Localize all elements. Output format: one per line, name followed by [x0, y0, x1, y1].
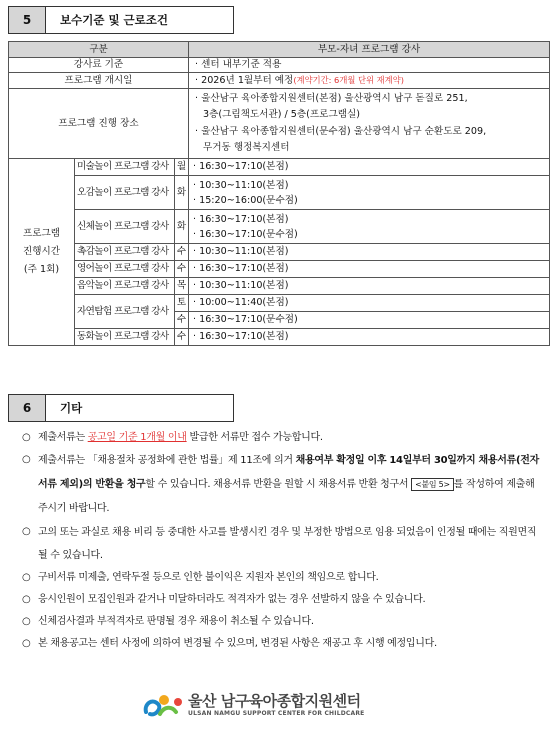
bullet-icon: ○ [22, 432, 31, 443]
place-line: · 울산남구 육아종합지원센터(문수점) 울산광역시 남구 순환도로 209, [195, 125, 487, 137]
center-logo-icon [142, 690, 184, 720]
program-day: 수 [175, 312, 189, 329]
program-row [9, 295, 550, 312]
section-number: 6 [8, 394, 46, 422]
note-text: 응시인원이 모집인원과 같거나 미달하더라도 적격자가 없는 경우 선발하지 않을 수 있습니다. [38, 594, 426, 605]
place-cell [189, 89, 550, 159]
time-line: · 16:30~17:10(본점) [193, 213, 289, 225]
program-row [9, 278, 550, 295]
place-label: 프로그램 진행 장소 [9, 89, 189, 159]
time-label [9, 159, 75, 346]
note-part: 제출서류는 「채용절차 공정화에 관한 법률」제 11조에 의거 [38, 455, 296, 466]
program-row [9, 210, 550, 244]
program-name: 음악놀이 프로그램 강사 [75, 278, 175, 295]
bullet-icon: ○ [22, 572, 31, 583]
bullet-icon: ○ [22, 526, 31, 537]
place-line: 무거동 행정복지센터 [203, 142, 290, 153]
program-time: · 16:30~17:10(본점) [189, 329, 550, 346]
program-time [189, 176, 550, 210]
program-day: 토 [175, 295, 189, 312]
bullet-icon: ○ [22, 616, 31, 627]
program-name: 동화놀이 프로그램 강사 [75, 329, 175, 346]
table-row [9, 58, 550, 73]
org-name-en: ULSAN NAMGU SUPPORT CENTER FOR CHILDCARE [188, 710, 365, 717]
note-text: 신체검사결과 부적격자로 판명될 경우 채용이 취소될 수 있습니다. [38, 616, 314, 627]
section-title: 보수기준 및 근로조건 [46, 6, 234, 34]
program-time: · 16:30~17:10(문수점) [189, 312, 550, 329]
list-item [22, 633, 542, 655]
note-text: 본 채용공고는 센터 사정에 의하여 변경될 수 있으며, 변경된 사항은 재공고 후 시행 예정입니다. [38, 638, 437, 649]
list-item [22, 427, 542, 449]
table-header-row [9, 42, 550, 58]
section-title: 기타 [46, 394, 234, 422]
program-day: 수 [175, 261, 189, 278]
footer [142, 690, 364, 720]
note-bold: 채용여부 확정일 이후 14일부터 30일까지 채용서류(전자서류 제외)의 반환을 청구 [38, 455, 539, 490]
time-label-line: 프로그램 [22, 228, 61, 239]
header-category: 구분 [9, 42, 189, 58]
list-item [22, 589, 542, 611]
list-item [22, 521, 542, 567]
section-number: 5 [8, 6, 46, 34]
pay-label: 강사료 기준 [9, 58, 189, 73]
program-time: · 10:30~11:10(본점) [189, 244, 550, 261]
note-text [38, 427, 542, 449]
time-label-line: (주 1회) [23, 264, 60, 275]
program-time: · 10:00~11:40(본점) [189, 295, 550, 312]
header-role: 부모-자녀 프로그램 강사 [189, 42, 550, 58]
contract-note: (계약기간: 6개월 단위 재계약) [293, 75, 404, 85]
working-conditions-table [8, 41, 550, 346]
program-day: 목 [175, 278, 189, 295]
section-6-header [8, 394, 234, 422]
time-label-line: 진행시간 [22, 246, 61, 257]
note-text: 구비서류 미제출, 연락두절 등으로 인한 불이익은 지원자 본인의 책임으로 합니다. [38, 572, 379, 583]
note-part: 발급한 서류만 접수 가능합니다. [186, 432, 323, 443]
program-time: · 16:30~17:10(본점) [189, 159, 550, 176]
program-time: · 10:30~11:10(본점) [189, 278, 550, 295]
bullet-icon: ○ [22, 638, 31, 649]
org-name-kr: 울산 남구육아종합지원센터 [188, 692, 361, 710]
table-row [9, 73, 550, 89]
note-highlight: 공고일 기준 1개월 이내 [87, 432, 187, 443]
program-day: 수 [175, 244, 189, 261]
program-row [9, 176, 550, 210]
program-name: 촉감놀이 프로그램 강사 [75, 244, 175, 261]
program-day: 화 [175, 210, 189, 244]
start-value: · 2026년 1월부터 예정 [195, 75, 294, 86]
program-name: 영어놀이 프로그램 강사 [75, 261, 175, 278]
note-part: 를 작성하여 제출해 주시기 바랍니다. [38, 479, 535, 514]
program-row [9, 244, 550, 261]
bullet-icon: ○ [22, 594, 31, 605]
note-part: 제출서류는 [38, 432, 88, 443]
note-part: 할 수 있습니다. 채용서류 반환을 원할 시 채용서류 반환 청구서 [145, 479, 412, 490]
program-name: 미술놀이 프로그램 강사 [75, 159, 175, 176]
section-5-header [8, 6, 234, 34]
list-item [22, 449, 542, 521]
pay-value: · 센터 내부기준 적용 [189, 58, 550, 73]
program-time [189, 210, 550, 244]
program-name: 오감놀이 프로그램 강사 [75, 176, 175, 210]
note-text: 고의 또는 과실로 채용 비리 등 중대한 사고를 발생시킨 경우 및 부정한 방법으로 임용 되었음이 인정될 때에는 직원면직 될 수 있습니다. [38, 527, 537, 561]
list-item [22, 611, 542, 633]
program-day: 월 [175, 159, 189, 176]
program-name: 자연탐험 프로그램 강사 [75, 295, 175, 329]
program-day: 수 [175, 329, 189, 346]
org-name [188, 693, 364, 717]
program-time: · 16:30~17:10(본점) [189, 261, 550, 278]
program-row [9, 329, 550, 346]
program-day: 화 [175, 176, 189, 210]
note-text [38, 449, 542, 521]
attachment-tag: <붙임 5> [411, 478, 454, 491]
program-name: 신체놀이 프로그램 강사 [75, 210, 175, 244]
place-line: · 울산남구 육아종합지원센터(본점) 울산광역시 남구 돋질로 251, [195, 92, 468, 104]
time-line: · 15:20~16:00(문수점) [193, 194, 298, 206]
start-label: 프로그램 개시일 [9, 73, 189, 89]
notes-list [22, 427, 542, 655]
program-row [9, 159, 550, 176]
start-cell [189, 73, 550, 89]
bullet-icon: ○ [22, 454, 31, 465]
time-line: · 10:30~11:10(본점) [193, 179, 289, 191]
list-item [22, 567, 542, 589]
time-line: · 16:30~17:10(문수점) [193, 228, 298, 240]
place-line: 3층(그림책도서관) / 5층(프로그램실) [203, 109, 360, 120]
table-row [9, 89, 550, 159]
program-row [9, 261, 550, 278]
